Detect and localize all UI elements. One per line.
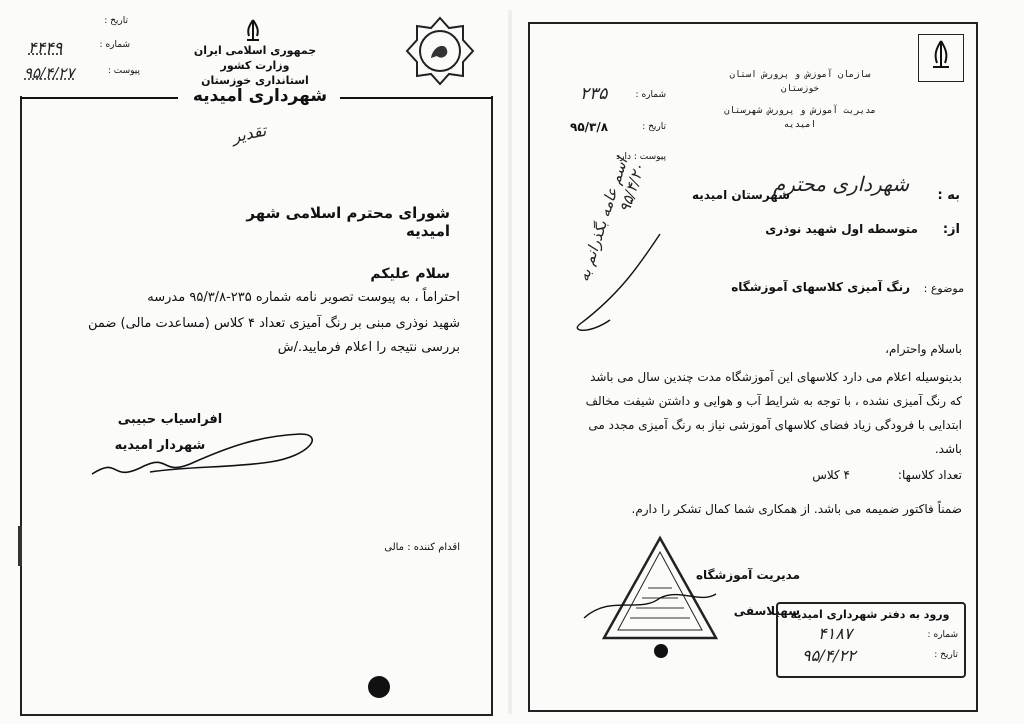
to-hand: شهرداری محترم (772, 172, 910, 196)
number-label: شماره : (99, 40, 130, 50)
letterhead-line1: جمهوری اسلامی ایران (193, 44, 317, 57)
stamp-date-label: تاریخ : (934, 650, 958, 660)
from-label: از: (942, 222, 960, 237)
letterhead-line2: وزارت کشور (220, 59, 290, 72)
banner-title: شهرداری امیدیه (192, 86, 328, 106)
number-value: ۴۴۴۹ (28, 38, 63, 57)
addressee: شورای محترم اسلامی شهر امیدیه (246, 204, 450, 240)
banner-rule-left (20, 97, 178, 99)
number-value: ۲۳۵ (580, 84, 608, 104)
stamp-number-label: شماره : (927, 630, 958, 640)
org-line-3: مدیریت آموزش و پرورش شهرستان (724, 106, 876, 116)
bottom-border (20, 714, 493, 716)
signature-title: مدیریت آموزشگاه (695, 568, 800, 582)
org-line-1: سازمان آموزش و پرورش استان (729, 70, 871, 80)
stamp-number-value: ۴۱۸۷ (818, 624, 853, 643)
signature-name: سهیلاسفی (733, 604, 800, 618)
signer-title: شهردار امیدیه (114, 438, 206, 453)
body-line-4: باشد. (934, 442, 962, 456)
municipality-logo-icon (405, 16, 475, 86)
attachment-label: پیوست : (107, 66, 140, 76)
seal-signature-scribble-icon (580, 584, 720, 624)
right-letter (528, 22, 978, 712)
date-value: ۹۵/۴/۲۷ (24, 64, 75, 82)
punch-hole-icon (368, 676, 390, 698)
closing: ضمناً فاکتور ضمیمه می باشد. از همکاری شما کمال تشکر را دارم. (631, 502, 962, 516)
margin-note: تقدیر (230, 120, 268, 147)
entry-stamp (776, 602, 966, 678)
left-letter (20, 6, 495, 718)
note-flourish-icon (550, 224, 670, 344)
salutation: باسلام واحترام، (885, 342, 962, 356)
signer-name: افراسیاب حبیبی (117, 412, 223, 427)
body-line-2: که رنگ آمیزی نشده ، با توجه به شرایط آب و هوایی و داشتن شیفت مخالف (585, 394, 962, 408)
subject-label: موضوع : (923, 282, 964, 295)
iran-emblem-icon (242, 18, 264, 44)
org-line-4: امیدیه (783, 120, 817, 130)
to-typed: شهرستان امیدیه (692, 188, 790, 202)
attachment: پیوست : دارد (616, 152, 666, 162)
punch-hole-icon (654, 644, 668, 658)
edge-mark (18, 526, 22, 566)
org-line-2: خوزستان (781, 84, 819, 94)
banner-rule-right (340, 97, 493, 99)
left-border (20, 96, 22, 716)
binding-gap (508, 10, 512, 714)
body-line-2: شهید نوذری مبنی بر رنگ آمیزی تعداد ۴ کلاس (مساعدت مالی) ضمن (87, 316, 460, 331)
count-value: ۴ کلاس (812, 468, 850, 482)
body-line-3: ابتدایی با فرودگی زیاد فضای کلاسهای آموزشی نیاز به رنگ آمیزی مجدد می (588, 418, 962, 432)
stamp-date-value: ۹۵/۴/۲۲ (802, 646, 856, 665)
number-label: شماره : (635, 90, 666, 100)
signature-scribble-icon (90, 416, 320, 486)
to-label: به : (937, 188, 960, 203)
subject-value: رنگ آمیزی کلاسهای آموزشگاه (731, 280, 910, 294)
greeting: سلام علیکم (370, 266, 450, 282)
letterhead-line3: استانداری خوزستان (201, 74, 309, 87)
ministry-logo-icon (918, 34, 964, 82)
count-label: تعداد کلاسها: (897, 468, 962, 482)
right-border (491, 96, 493, 716)
date-value: ۹۵/۳/۸ (570, 120, 609, 134)
stamp-title: ورود به دفتر شهرداری امیدیه (790, 608, 950, 621)
body-line-1: احتراماً ، به پیوست تصویر نامه شماره ۲۳۵-۹۵/۳/۸ مدرسه (147, 290, 460, 305)
date-label: تاریخ : (104, 16, 128, 26)
handwritten-note: اسم عامه بگذرانم به ۹۵/۴/۲۰ (574, 155, 649, 284)
body-line-1: بدینوسیله اعلام می دارد کلاسهای این آموزشگاه مدت چندین سال می باشد (590, 370, 962, 384)
from-value: متوسطه اول شهید نوذری (765, 222, 918, 236)
body-line-3: بررسی نتیجه را اعلام فرمایید./ش (277, 340, 460, 355)
date-label: تاریخ : (642, 122, 666, 132)
action-by: اقدام کننده : مالی (384, 542, 460, 553)
